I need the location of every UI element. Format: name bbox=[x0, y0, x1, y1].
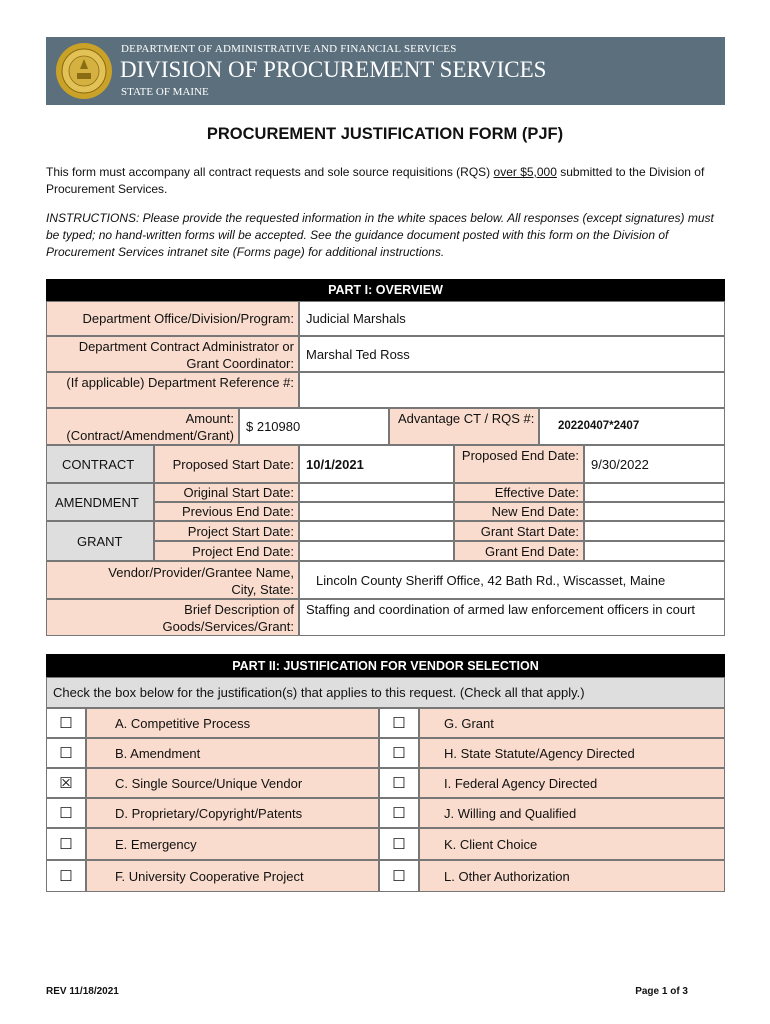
dept-field[interactable]: Judicial Marshals bbox=[299, 301, 725, 336]
admin-label: Department Contract Administrator or Grant Coordinator: bbox=[46, 336, 299, 372]
justification-option-label: H. State Statute/Agency Directed bbox=[419, 738, 725, 768]
justification-checkbox[interactable]: ☐ bbox=[46, 798, 86, 828]
new-end-label: New End Date: bbox=[454, 502, 584, 521]
justification-checkbox[interactable]: ☐ bbox=[46, 708, 86, 738]
intro-threshold: over $5,000 bbox=[493, 165, 557, 179]
state-seal-icon bbox=[55, 42, 113, 100]
department-name: DEPARTMENT OF ADMINISTRATIVE AND FINANCIAL SERVICES bbox=[121, 43, 457, 55]
justification-checkbox[interactable]: ☐ bbox=[46, 860, 86, 892]
contract-label: CONTRACT bbox=[46, 445, 154, 483]
advantage-field[interactable]: 20220407*2407 bbox=[539, 408, 725, 445]
grant-start-label: Grant Start Date: bbox=[454, 521, 584, 541]
prev-end-field[interactable] bbox=[299, 502, 454, 521]
ref-label: (If applicable) Department Reference #: bbox=[46, 372, 299, 408]
division-name: DIVISION OF PROCUREMENT SERVICES bbox=[120, 57, 547, 82]
justification-checkbox[interactable]: ☐ bbox=[379, 828, 419, 860]
justification-option-label: L. Other Authorization bbox=[419, 860, 725, 892]
form-title: PROCUREMENT JUSTIFICATION FORM (PJF) bbox=[206, 125, 564, 143]
project-end-label: Project End Date: bbox=[154, 541, 299, 561]
justification-option-label: G. Grant bbox=[419, 708, 725, 738]
end-date-field[interactable]: 9/30/2022 bbox=[584, 445, 725, 483]
description-label: Brief Description of Goods/Services/Grant: bbox=[46, 599, 299, 636]
project-end-field[interactable] bbox=[299, 541, 454, 561]
justification-option-label: E. Emergency bbox=[86, 828, 379, 860]
justification-option-label: B. Amendment bbox=[86, 738, 379, 768]
justification-option-label: C. Single Source/Unique Vendor bbox=[86, 768, 379, 798]
justification-checkbox[interactable]: ☒ bbox=[46, 768, 86, 798]
description-field[interactable]: Staffing and coordination of armed law enforcement officers in court bbox=[299, 599, 725, 636]
justification-option-label: D. Proprietary/Copyright/Patents bbox=[86, 798, 379, 828]
new-end-field[interactable] bbox=[584, 502, 725, 521]
justification-checkbox[interactable]: ☐ bbox=[379, 860, 419, 892]
justification-option-label: K. Client Choice bbox=[419, 828, 725, 860]
justification-option-label: A. Competitive Process bbox=[86, 708, 379, 738]
ref-field[interactable] bbox=[299, 372, 725, 408]
project-start-label: Project Start Date: bbox=[154, 521, 299, 541]
state-name: STATE OF MAINE bbox=[121, 86, 209, 98]
justification-option-label: F. University Cooperative Project bbox=[86, 860, 379, 892]
department-header bbox=[46, 37, 725, 105]
vendor-label: Vendor/Provider/Grantee Name, City, State: bbox=[46, 561, 299, 599]
grant-label: GRANT bbox=[46, 521, 154, 561]
part2-title: PART II: JUSTIFICATION FOR VENDOR SELECTION bbox=[46, 654, 725, 677]
vendor-field[interactable]: Lincoln County Sheriff Office, 42 Bath Rd., Wiscasset, Maine bbox=[299, 561, 725, 599]
justification-checkbox[interactable]: ☐ bbox=[379, 768, 419, 798]
amendment-label: AMENDMENT bbox=[46, 483, 154, 521]
part2-instruction: Check the box below for the justification(s) that applies to this request. (Check all that apply.) bbox=[46, 677, 725, 708]
justification-checkbox[interactable]: ☐ bbox=[379, 708, 419, 738]
intro-post: submitted to the Division of Procurement Services. bbox=[46, 165, 705, 196]
justification-checkbox[interactable]: ☐ bbox=[46, 738, 86, 768]
grant-end-field[interactable] bbox=[584, 541, 725, 561]
grant-end-label: Grant End Date: bbox=[454, 541, 584, 561]
orig-start-label: Original Start Date: bbox=[154, 483, 299, 502]
justification-checkbox[interactable]: ☐ bbox=[379, 738, 419, 768]
justification-option-label: J. Willing and Qualified bbox=[419, 798, 725, 828]
justification-option-label: I. Federal Agency Directed bbox=[419, 768, 725, 798]
advantage-label: Advantage CT / RQS #: bbox=[389, 408, 539, 445]
prev-end-label: Previous End Date: bbox=[154, 502, 299, 521]
grant-start-field[interactable] bbox=[584, 521, 725, 541]
effective-date-label: Effective Date: bbox=[454, 483, 584, 502]
intro-pre: This form must accompany all contract requests and sole source requisitions (RQS) bbox=[46, 165, 494, 179]
dept-label: Department Office/Division/Program: bbox=[46, 301, 299, 336]
effective-date-field[interactable] bbox=[584, 483, 725, 502]
part1-title: PART I: OVERVIEW bbox=[46, 279, 725, 301]
revision-date: REV 11/18/2021 bbox=[46, 986, 119, 997]
amount-field[interactable]: $ 210980 bbox=[239, 408, 389, 445]
orig-start-field[interactable] bbox=[299, 483, 454, 502]
admin-field[interactable]: Marshal Ted Ross bbox=[299, 336, 725, 372]
start-date-field[interactable]: 10/1/2021 bbox=[299, 445, 454, 483]
justification-checkbox[interactable]: ☐ bbox=[46, 828, 86, 860]
justification-checkbox[interactable]: ☐ bbox=[379, 798, 419, 828]
instructions-text: INSTRUCTIONS: Please provide the requested information in the white spaces below. All responses (except signatures) must be typed; no hand-written forms will be accepted. See the guidance document posted with this form on the Division of Procurement Services intranet site (Forms page) for additional instructions. bbox=[46, 211, 714, 259]
end-date-label: Proposed End Date: bbox=[454, 445, 584, 483]
project-start-field[interactable] bbox=[299, 521, 454, 541]
start-date-label: Proposed Start Date: bbox=[154, 445, 299, 483]
page-number: Page 1 of 3 bbox=[635, 986, 688, 997]
amount-label: Amount: (Contract/Amendment/Grant) bbox=[46, 408, 239, 445]
intro-text bbox=[46, 164, 726, 198]
